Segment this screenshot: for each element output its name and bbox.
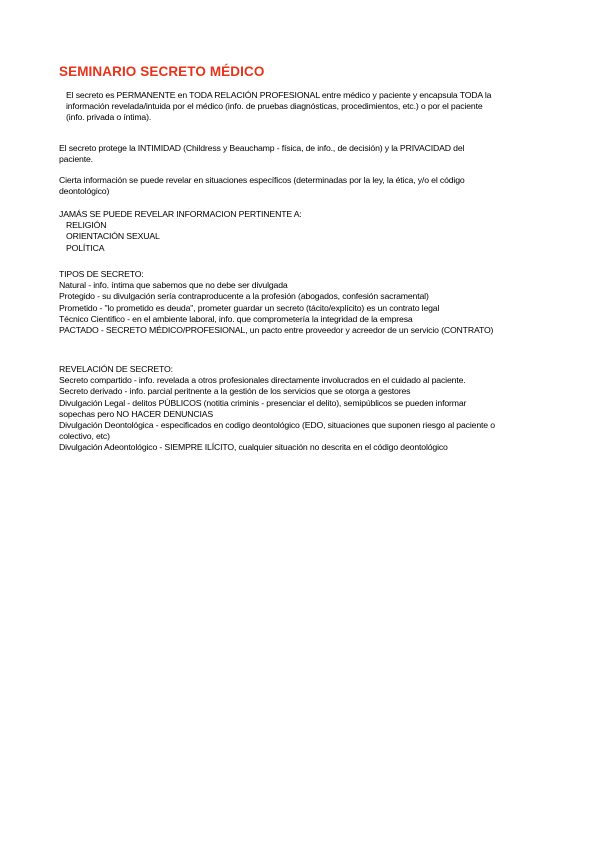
revelacion-line: sopechas pero NO HACER DENUNCIAS (59, 408, 214, 419)
revelacion-line: Divulgación Adeontológico - SIEMPRE ILÍCITO, cualquier situación no descrita en el código deontológico (59, 442, 448, 453)
intro-line: información revelada/intuida por el médico (info. de pruebas diagnósticas, procedimientos, etc.) o por el paciente (66, 101, 483, 112)
revelacion-line: colectivo, etc) (59, 431, 110, 442)
cierta-paragraph (59, 175, 465, 197)
tipos-line: Protegido - su divulgación sería contraproducente a la profesión (abogados, confesión sacramental) (59, 291, 429, 302)
intro-line: El secreto es PERMANENTE en TODA RELACIÓN PROFESIONAL entre médico y paciente y encapsula TODA la (66, 90, 492, 100)
document-title: SEMINARIO SECRETO MÉDICO (59, 64, 265, 79)
cierta-line: Cierta información se puede revelar en situaciones específicos (determinadas por la ley, la ética, y/o el código (59, 175, 465, 185)
tipos-line: Técnico Cientifico - en el ambiente laboral, info. que comprometería la integridad de la empresa (59, 313, 413, 324)
jamas-heading: JAMÁS SE PUEDE REVELAR INFORMACION PERTINENTE A: (59, 209, 302, 219)
revelacion-line: Secreto compartido - info. revelada a otros profesionales directamente involucrados en el cuidado al paciente. (59, 375, 466, 386)
revelacion-line: Divulgación Deontológica - especificados en codigo deontológico (EDO, situaciones que suponen riesgo al paciente o (59, 420, 495, 431)
revelacion-section (59, 364, 495, 454)
jamas-item: ORIENTACIÓN SEXUAL (66, 231, 160, 242)
intro-line: (info. privada o íntima). (66, 112, 152, 123)
tipos-heading: TIPOS DE SECRETO: (59, 269, 144, 279)
intimidad-paragraph (59, 143, 464, 165)
jamas-item: RELIGIÓN (66, 220, 107, 231)
jamas-section (59, 209, 302, 254)
revelacion-heading: REVELACIÓN DE SECRETO: (59, 364, 173, 374)
intro-paragraph (66, 90, 491, 124)
tipos-line: Prometido - "lo prometido es deuda", prometer guardar un secreto (tácito/explícito) es un contrato legal (59, 302, 440, 313)
jamas-item: POLÍTICA (66, 242, 105, 253)
intimidad-line: El secreto protege la INTIMIDAD (Childress y Beauchamp - física, de info., de decisión) y la PRIVACIDAD del (59, 143, 465, 153)
tipos-section (59, 269, 493, 336)
revelacion-line: Secreto derivado - info. parcial peritnente a la gestión de los servicios que se otorga a gestores (59, 386, 411, 397)
tipos-line: Natural - info. íntima que sabemos que no debe ser divulgada (59, 280, 288, 291)
intimidad-line: paciente. (59, 154, 93, 165)
cierta-line: deontológico) (59, 186, 110, 197)
revelacion-line: Divulgación Legal - delitos PÚBLICOS (notitia criminis - presenciar el delito), semipúblicos se pueden informar (59, 397, 467, 408)
tipos-line: PACTADO - SECRETO MÉDICO/PROFESIONAL, un pacto entre proveedor y acreedor de un servicio (CONTRATO) (59, 325, 494, 336)
